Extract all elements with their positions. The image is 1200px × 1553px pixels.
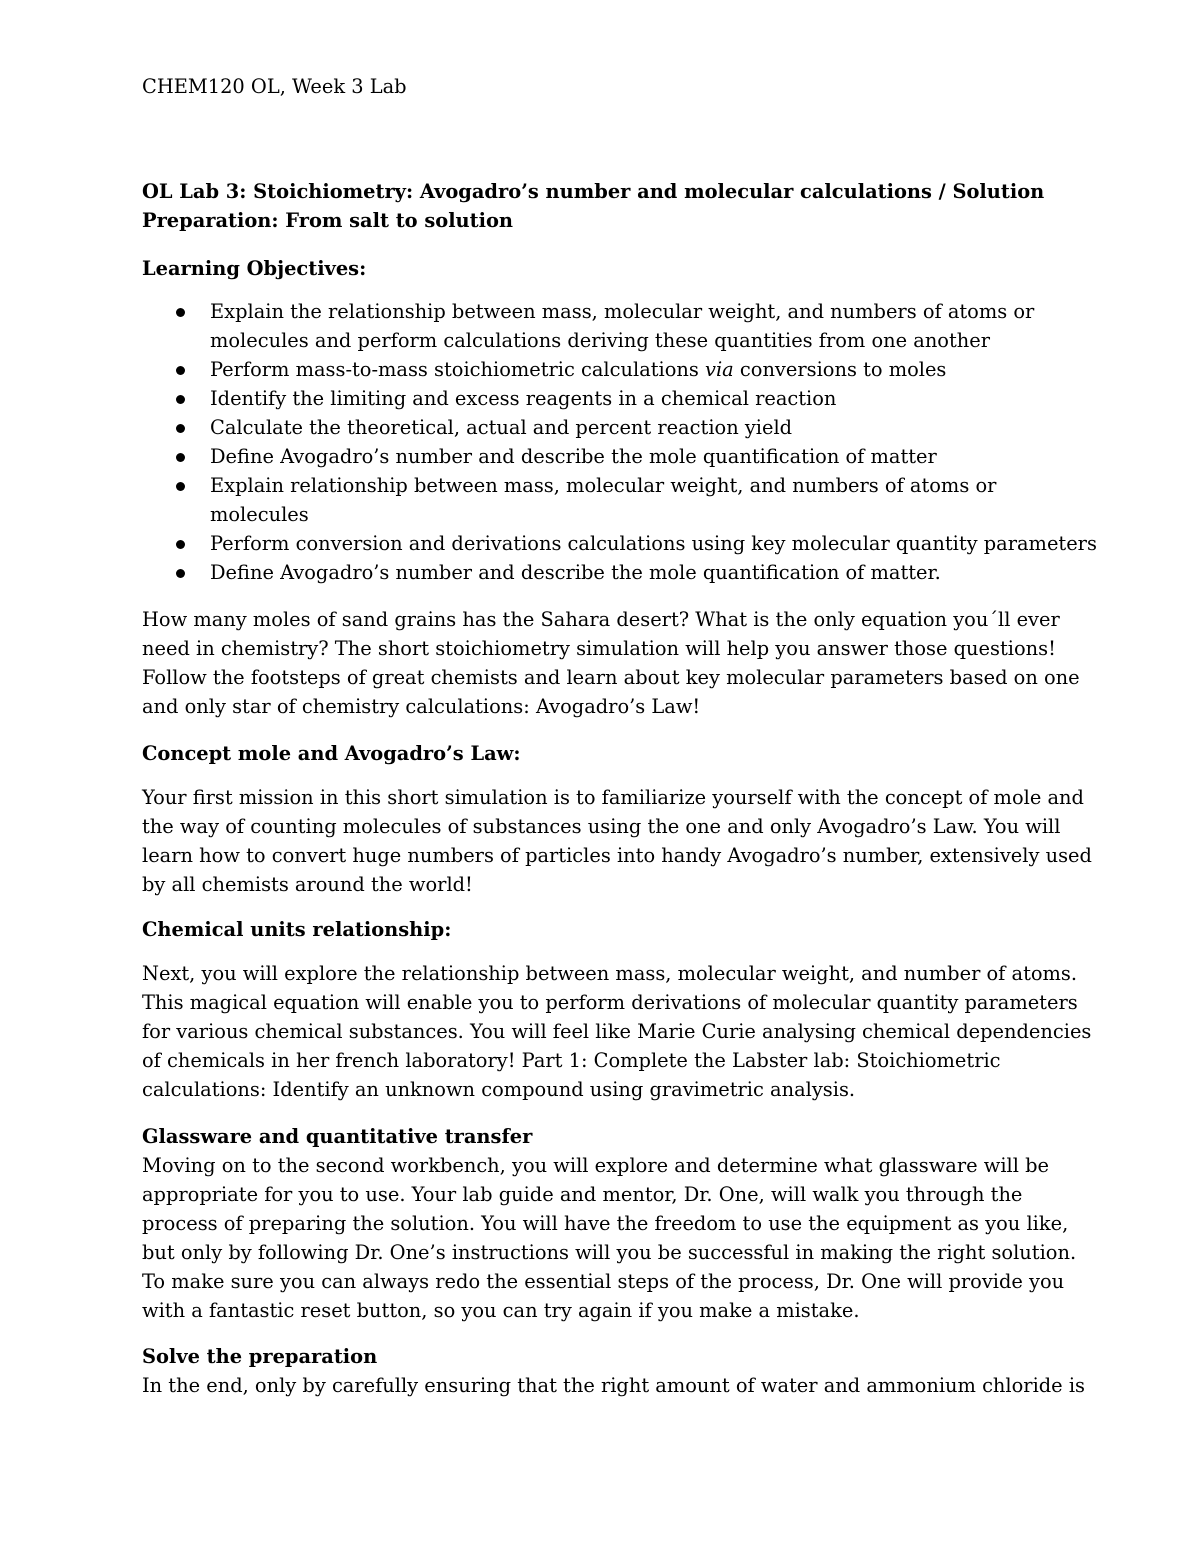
text-line: process of preparing the solution. You will have the freedom to use the equipment as you like, bbox=[142, 1212, 1069, 1235]
objective-text: Explain relationship between mass, molecular weight, and numbers of atoms or bbox=[210, 474, 997, 497]
objective-text: molecules bbox=[210, 503, 309, 526]
text-line: How many moles of sand grains has the Sahara desert? What is the only equation you´ll ever bbox=[142, 608, 1060, 631]
text-line: calculations: Identify an unknown compound using gravimetric analysis. bbox=[142, 1078, 856, 1101]
objective-text: Perform mass-to-mass stoichiometric calculations via conversions to moles bbox=[210, 358, 947, 381]
concept-heading: Concept mole and Avogadro’s Law: bbox=[142, 742, 521, 765]
objective-text: molecules and perform calculations deriving these quantities from one another bbox=[210, 329, 991, 352]
title-line: Preparation: From salt to solution bbox=[142, 209, 514, 232]
objectives-list bbox=[0, 297, 1097, 587]
text-line: but only by following Dr. One’s instructions will you be successful in making the right solution. bbox=[142, 1241, 1077, 1264]
text-line: with a fantastic reset button, so you can try again if you make a mistake. bbox=[142, 1299, 860, 1322]
text-line: of chemicals in her french laboratory! Part 1: Complete the Labster lab: Stoichiometric bbox=[142, 1049, 1001, 1072]
text-line: the way of counting molecules of substances using the one and only Avogadro’s Law. You will bbox=[142, 815, 1061, 838]
bullet-icon bbox=[176, 482, 185, 491]
list-item bbox=[0, 442, 937, 471]
text-line: learn how to convert huge numbers of particles into handy Avogadro’s number, extensively used bbox=[142, 844, 1092, 867]
list-item bbox=[0, 471, 997, 529]
objective-text: Define Avogadro’s number and describe the mole quantification of matter bbox=[210, 445, 937, 468]
list-item bbox=[0, 529, 1097, 558]
solve-section bbox=[142, 1342, 1085, 1400]
concept-paragraph bbox=[142, 783, 1092, 899]
text-line: and only star of chemistry calculations: Avogadro’s Law! bbox=[142, 695, 701, 718]
text-line: This magical equation will enable you to perform derivations of molecular quantity parameters bbox=[142, 991, 1078, 1014]
glassware-heading: Glassware and quantitative transfer bbox=[142, 1125, 533, 1148]
title-line: OL Lab 3: Stoichiometry: Avogadro’s number and molecular calculations / Solution bbox=[142, 180, 1045, 203]
objective-text: Explain the relationship between mass, molecular weight, and numbers of atoms or bbox=[210, 300, 1035, 323]
text-line: appropriate for you to use. Your lab guide and mentor, Dr. One, will walk you through the bbox=[142, 1183, 1023, 1206]
text-line: need in chemistry? The short stoichiometry simulation will help you answer those questions! bbox=[142, 637, 1056, 660]
bullet-icon bbox=[176, 308, 185, 317]
objective-text: Define Avogadro’s number and describe the mole quantification of matter. bbox=[210, 561, 941, 584]
bullet-icon bbox=[176, 424, 185, 433]
text-line: for various chemical substances. You will feel like Marie Curie analysing chemical dependencies bbox=[142, 1020, 1092, 1043]
bullet-icon bbox=[176, 569, 185, 578]
objectives-heading: Learning Objectives: bbox=[142, 257, 367, 280]
list-item bbox=[0, 384, 887, 413]
objective-text: Perform conversion and derivations calculations using key molecular quantity parameters bbox=[210, 532, 1097, 555]
text-line: by all chemists around the world! bbox=[142, 873, 473, 896]
bullet-icon bbox=[176, 453, 185, 462]
bullet-icon bbox=[176, 366, 185, 375]
list-item bbox=[0, 297, 1035, 355]
intro-paragraph bbox=[142, 605, 1080, 721]
text-line: In the end, only by carefully ensuring that the right amount of water and ammonium chloride is bbox=[142, 1374, 1085, 1397]
bullet-icon bbox=[176, 540, 185, 549]
objective-text: Identify the limiting and excess reagents in a chemical reaction bbox=[210, 387, 837, 410]
text-line: Next, you will explore the relationship between mass, molecular weight, and number of atoms. bbox=[142, 962, 1078, 985]
via-italic: via bbox=[705, 358, 734, 381]
list-item bbox=[0, 413, 887, 442]
text-line: Your first mission in this short simulation is to familiarize yourself with the concept of mole and bbox=[142, 786, 1084, 809]
solve-heading: Solve the preparation bbox=[142, 1345, 378, 1368]
text-line: Follow the footsteps of great chemists and learn about key molecular parameters based on one bbox=[142, 666, 1080, 689]
list-item bbox=[0, 558, 941, 587]
list-item bbox=[0, 355, 947, 384]
glassware-section bbox=[142, 1122, 1076, 1325]
text-line: Moving on to the second workbench, you will explore and determine what glassware will be bbox=[142, 1154, 1050, 1177]
units-paragraph bbox=[142, 959, 1091, 1104]
bullet-icon bbox=[176, 395, 185, 404]
objective-text: Calculate the theoretical, actual and percent reaction yield bbox=[210, 416, 793, 439]
text-line: To make sure you can always redo the essential steps of the process, Dr. One will provide you bbox=[142, 1270, 1065, 1293]
page-header: CHEM120 OL, Week 3 Lab bbox=[142, 75, 407, 98]
units-heading: Chemical units relationship: bbox=[142, 918, 452, 941]
lab-title bbox=[142, 177, 1044, 235]
